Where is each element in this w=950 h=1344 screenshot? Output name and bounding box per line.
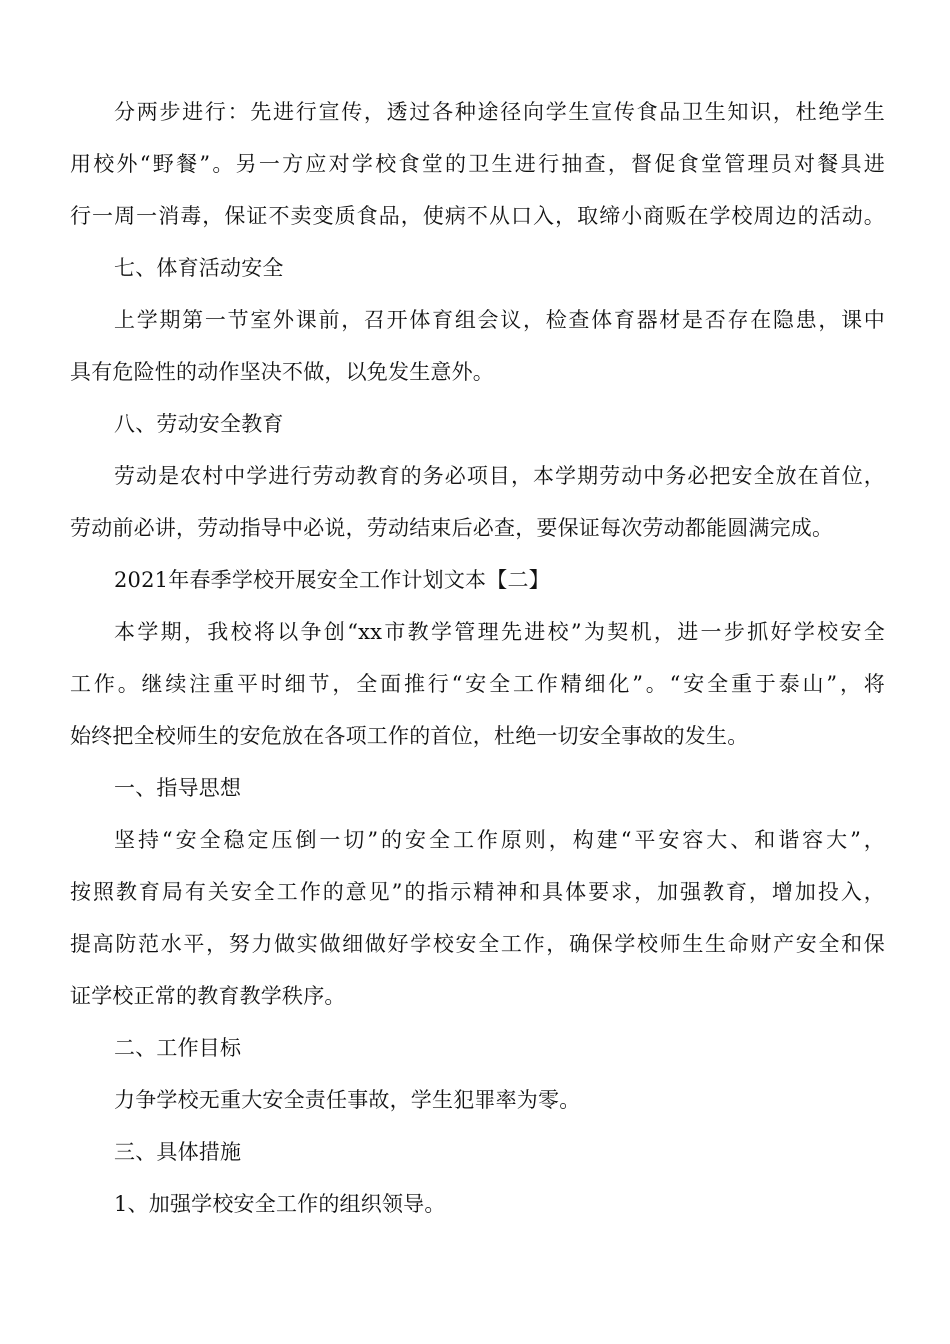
text-line: 力争学校无重大安全责任事故，学生犯罪率为零。: [114, 1088, 581, 1112]
text-line: 1、加强学校安全工作的组织领导。: [114, 1192, 446, 1216]
text-line: 劳动是农村中学进行劳动教育的务必项目，本学期劳动中务必把安全放在首位，: [114, 464, 885, 488]
text-line: 按照教育局有关安全工作的意见”的指示精神和具体要求，加强教育，增加投入，: [70, 880, 885, 904]
text-line: 始终把全校师生的安危放在各项工作的首位，杜绝一切安全事故的发生。: [70, 724, 749, 748]
text-line: 证学校正常的教育教学秩序。: [70, 984, 346, 1008]
text-line: 具有危险性的动作坚决不做，以免发生意外。: [70, 360, 494, 384]
text-line: 劳动前必讲，劳动指导中必说，劳动结束后必查，要保证每次劳动都能圆满完成。: [70, 516, 834, 540]
section-heading: 八、劳动安全教育: [114, 412, 284, 436]
section-heading: 七、体育活动安全: [114, 256, 284, 280]
text-line: 坚持“安全稳定压倒一切”的安全工作原则，构建“平安容大、和谐容大”，: [114, 828, 885, 852]
text-line: 上学期第一节室外课前，召开体育组会议，检查体育器材是否存在隐患，课中: [114, 308, 885, 332]
section-heading: 三、具体措施: [114, 1140, 242, 1164]
text-line: 本学期，我校将以争创“xx市教学管理先进校”为契机，进一步抓好学校安全: [114, 620, 885, 644]
text-line: 分两步进行：先进行宣传，透过各种途径向学生宣传食品卫生知识，杜绝学生: [114, 100, 885, 124]
document-body: [70, 86, 885, 1230]
text-line: 工作。继续注重平时细节，全面推行“安全工作精细化”。“安全重于泰山”，将: [70, 672, 885, 696]
section-heading: 二、工作目标: [114, 1036, 242, 1060]
text-line: 行一周一消毒，保证不卖变质食品，使病不从口入，取缔小商贩在学校周边的活动。: [70, 204, 885, 228]
text-line: 提高防范水平，努力做实做细做好学校安全工作，确保学校师生生命财产安全和保: [70, 932, 885, 956]
text-line: 用校外“野餐”。另一方应对学校食堂的卫生进行抽查，督促食堂管理员对餐具进: [70, 152, 885, 176]
section-heading: 一、指导思想: [114, 776, 242, 800]
document-title: 2021年春季学校开展安全工作计划文本【二】: [114, 568, 550, 592]
